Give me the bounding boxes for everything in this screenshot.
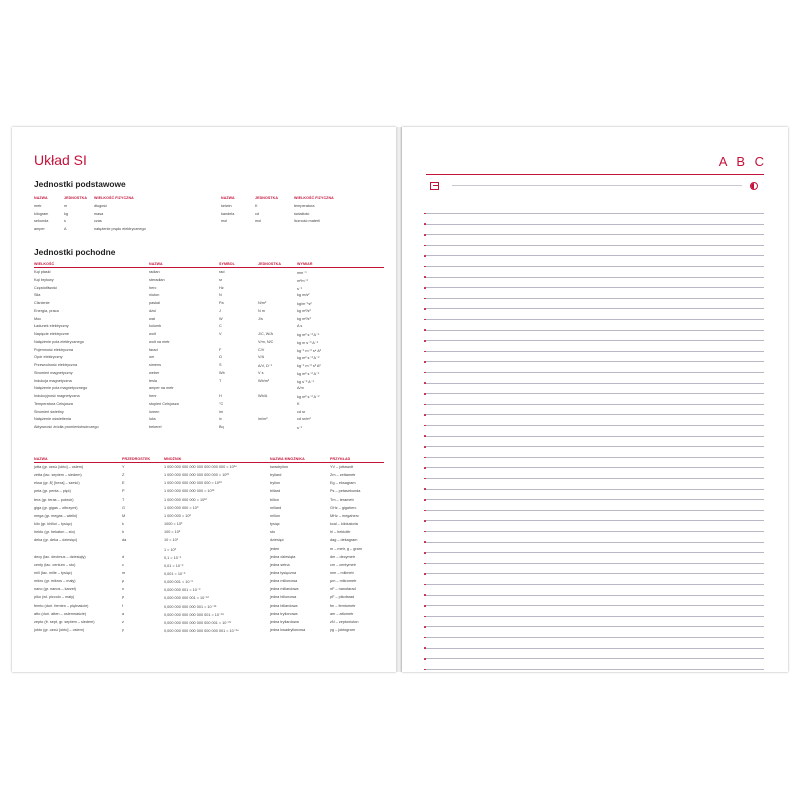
derived-unit-cell: mm⁻¹ <box>297 271 307 275</box>
prefix-cell: 1 000 000 000 000 = 10¹² <box>164 497 207 502</box>
derived-unit-cell: m²m⁻² <box>297 278 308 283</box>
prefix-cell: μ <box>122 579 125 584</box>
envelope-icon <box>430 182 439 190</box>
prefix-cell: jedna setna <box>270 562 290 567</box>
prefix-cell: k <box>122 522 124 527</box>
ruled-line <box>426 520 764 521</box>
base-unit-cell: amper <box>34 226 45 231</box>
prefix-cell: tryliard <box>270 473 282 478</box>
derived-unit-cell: J/s <box>258 316 263 321</box>
derived-unit-cell: niuton <box>149 293 160 298</box>
ruled-line <box>426 573 764 574</box>
ruled-line <box>426 563 764 564</box>
derived-unit-cell: C <box>219 324 222 329</box>
base-unit-cell: m <box>64 204 68 208</box>
derived-unit-cell: Napięcie elektryczne <box>34 332 70 336</box>
base-unit-cell: światłość <box>294 211 310 216</box>
derived-unit-cell: om <box>149 355 155 360</box>
prefix-cell: n <box>122 587 125 592</box>
column-header: WYMIAR <box>297 262 313 266</box>
base-unit-cell: cd <box>255 211 260 216</box>
derived-unit-cell: cd sr <box>297 409 306 414</box>
ruled-line <box>426 499 764 500</box>
derived-unit-cell: Ω <box>219 355 222 360</box>
derived-unit-cell: Siła <box>34 293 41 298</box>
derived-unit-cell: V s <box>258 370 264 375</box>
ruled-line <box>426 489 764 490</box>
derived-unit-cell: Wb/m² <box>258 378 270 383</box>
prefix-cell: 0,000 000 000 001 = 10⁻¹² <box>164 596 209 601</box>
base-unit-cell: liczność materii <box>294 219 320 224</box>
prefix-cell: sto <box>270 530 276 535</box>
prefix-cell: 0,000 001 = 10⁻⁶ <box>164 580 194 585</box>
right-page <box>402 127 788 672</box>
prefix-cell: nF – nanofarad <box>330 587 356 592</box>
ruled-line <box>426 213 764 214</box>
prefix-cell: 0,000 000 000 000 001 = 10⁻¹⁵ <box>164 604 217 609</box>
prefix-cell: 0,000 000 001 = 10⁻⁹ <box>164 588 201 593</box>
ruled-line <box>426 372 764 373</box>
prefix-cell: tera (gr. teras – potwór) <box>34 497 74 502</box>
prefix-cell: y <box>122 628 124 632</box>
prefix-cell: h <box>122 530 125 535</box>
prefix-cell: Zm – zettametr <box>330 473 356 478</box>
prefix-cell: 1 000 000 000 000 000 000 = 10¹⁸ <box>164 481 222 486</box>
derived-unit-cell: kg m² s⁻³ A⁻¹ <box>297 333 320 337</box>
prefix-cell: jotta (gr. οκτώ [okto] – osiem) <box>34 465 84 469</box>
ruled-line <box>426 351 764 352</box>
derived-unit-cell: Indukcja magnetyczna <box>34 378 72 383</box>
derived-unit-cell: Natężenie pola magnetycznego <box>34 386 88 391</box>
column-header: NAZWA <box>34 196 48 200</box>
derived-unit-cell: V/m, N/C <box>258 339 274 344</box>
derived-unit-cell: dżul <box>149 308 156 313</box>
prefix-cell: deka (gr. deka – dziesięć) <box>34 538 78 543</box>
prefix-cell: jedna kwadrylionowa <box>270 628 306 632</box>
prefix-cell: giga (gr. gigas – olbrzymi) <box>34 505 78 510</box>
ruled-line <box>426 234 764 235</box>
derived-unit-cell: N <box>219 293 222 298</box>
prefix-cell: jedna biliardowa <box>270 603 298 608</box>
prefix-cell: z <box>122 619 124 624</box>
derived-unit-cell: kg m s⁻³ A⁻¹ <box>297 340 319 345</box>
prefix-cell: jedna bilionowa <box>270 595 297 600</box>
ruled-line <box>426 266 764 267</box>
derived-unit-cell: Przewodność elektryczna <box>34 363 78 367</box>
derived-unit-cell: lm <box>219 409 224 414</box>
header-rule <box>34 267 384 268</box>
base-units-heading: Jednostki podstawowe <box>34 179 126 189</box>
prefix-cell: hekto (gr. hekaton – sto) <box>34 530 75 535</box>
ruled-line <box>426 531 764 532</box>
left-page <box>12 127 396 672</box>
prefix-cell: piko (wł. piccolo – mały) <box>34 595 75 600</box>
derived-unit-cell: kg s⁻² A⁻¹ <box>297 379 314 384</box>
prefix-cell: tysiąc <box>270 522 280 527</box>
prefix-cell: a <box>122 611 125 616</box>
derived-unit-cell: S <box>219 363 222 367</box>
derived-unit-cell: lm/m² <box>258 417 268 422</box>
ruled-line <box>426 224 764 225</box>
derived-unit-cell: Strumień magnetyczny <box>34 370 73 375</box>
base-unit-cell: sekunda <box>34 219 49 224</box>
first-ruling <box>452 185 742 186</box>
derived-unit-cell: Kąt płaski <box>34 270 51 274</box>
prefix-cell: 1 = 10⁰ <box>164 547 177 552</box>
derived-unit-cell: cd sr/m² <box>297 417 311 422</box>
derived-unit-cell: Moc <box>34 316 42 321</box>
derived-unit-cell: wolt <box>149 332 156 336</box>
prefix-cell: jokto (gr. οκτώ [okto] – osiem) <box>34 628 84 632</box>
column-header: JEDNOSTKA <box>255 196 279 200</box>
derived-unit-cell: Ładunek elektryczny <box>34 324 69 329</box>
prefix-cell: dm – decymetr <box>330 554 356 559</box>
derived-unit-cell: amper na metr <box>149 386 174 391</box>
base-unit-cell: kilogram <box>34 211 49 216</box>
prefix-cell: μm – mikrometr <box>330 579 357 584</box>
prefix-cell: zN – zeptoniuton <box>330 619 359 624</box>
prefix-cell: m – metr, g – gram <box>330 546 362 551</box>
column-header: SYMBOL <box>219 262 235 266</box>
column-header: WIELKOŚĆ <box>34 262 55 266</box>
prefix-cell: E <box>122 481 125 486</box>
derived-unit-cell: K <box>297 401 300 406</box>
ruled-line <box>426 510 764 511</box>
ruled-line <box>426 436 764 437</box>
prefix-cell: kcal – kilokaloria <box>330 522 358 527</box>
prefix-cell: jedna tysięczna <box>270 570 297 575</box>
ruled-line <box>426 669 764 670</box>
derived-unit-cell: Strumień świetlny <box>34 409 64 414</box>
prefix-cell: atto (duń. atten – osiemnaście) <box>34 611 87 616</box>
derived-unit-cell: kg/m⁻¹s² <box>297 302 312 306</box>
derived-unit-cell: °C <box>219 401 224 406</box>
column-header: JEDNOSTKA <box>64 196 88 200</box>
ruled-line <box>426 361 764 362</box>
derived-unit-cell: Ciśnienie <box>34 301 50 305</box>
prefix-cell: dag – dekagram <box>330 538 358 543</box>
derived-unit-cell: paskal <box>149 301 160 305</box>
ruled-line <box>426 446 764 447</box>
derived-unit-cell: herc <box>149 285 157 290</box>
derived-unit-cell: Natężenie oświetlenia <box>34 417 71 422</box>
prefix-cell: kilo (gr. khilioi – tysiąc) <box>34 522 72 527</box>
ruled-line <box>426 340 764 341</box>
prefix-cell: centy (łac. centum – sto) <box>34 562 76 567</box>
header-rule <box>34 462 384 463</box>
ruled-line <box>426 425 764 426</box>
derived-unit-cell: kg⁻¹ m⁻² s⁴ A² <box>297 348 321 353</box>
base-unit-cell: masa <box>94 211 104 216</box>
prefix-cell: 0,001 = 10⁻³ <box>164 571 186 576</box>
base-unit-cell: mol <box>221 219 228 224</box>
derived-unit-cell: N/m² <box>258 301 267 305</box>
derived-unit-cell: luks <box>149 417 156 422</box>
derived-unit-cell: kg⁻¹ m⁻² s³ A² <box>297 364 321 368</box>
ruled-line <box>426 404 764 405</box>
base-unit-cell: temperatura <box>294 204 315 208</box>
derived-unit-cell: henr <box>149 394 157 398</box>
derived-unit-cell: kg m² s⁻³ A⁻² <box>297 356 320 361</box>
column-header: NAZWA <box>221 196 235 200</box>
derived-unit-cell: kulomb <box>149 324 162 329</box>
derived-unit-cell: Bq <box>219 425 224 429</box>
column-header: PRZYKŁAD <box>330 457 351 461</box>
prefix-cell: G <box>122 505 125 510</box>
column-header: PRZEDROSTEK <box>122 457 151 461</box>
ruled-line <box>426 584 764 585</box>
derived-unit-cell: wat <box>149 316 155 321</box>
derived-unit-cell: Natężenie pola elektrycznego <box>34 339 84 344</box>
derived-unit-cell: Wb <box>219 370 225 375</box>
base-unit-cell: czas <box>94 219 102 224</box>
derived-unit-cell: Pojemność elektryczna <box>34 347 74 352</box>
ruled-line <box>426 330 764 331</box>
prefix-cell: femto (duń. femten – piętnaście) <box>34 603 89 608</box>
derived-unit-cell: Hz <box>219 285 224 290</box>
derived-unit-cell: simens <box>149 363 162 367</box>
column-header: NAZWA <box>34 457 48 461</box>
prefix-cell: 0,1 = 10⁻¹ <box>164 555 182 560</box>
ruled-line <box>426 287 764 288</box>
derived-unit-cell: J/C, W/A <box>258 332 273 336</box>
prefix-cell: mikro (gr. mikros – mały) <box>34 579 76 584</box>
prefix-cell: p <box>122 595 125 600</box>
base-unit-cell: kg <box>64 211 69 216</box>
base-unit-cell: metr <box>34 204 42 208</box>
prefix-cell: m <box>122 570 126 575</box>
prefix-cell: miliard <box>270 505 282 510</box>
ruled-line <box>426 383 764 384</box>
derived-unit-cell: Kąt bryłowy <box>34 277 54 282</box>
derived-unit-cell: lx <box>219 417 222 422</box>
derived-unit-cell: stopień Celsjusza <box>149 401 179 406</box>
prefix-cell: Tm – terametr <box>330 497 354 502</box>
prefix-cell: milion <box>270 513 280 518</box>
prefix-cell: Ps – petasekunda <box>330 489 361 494</box>
derived-unit-cell: lumen <box>149 409 160 414</box>
prefix-cell: mega (gr. megas – wielki) <box>34 513 78 518</box>
ruled-line <box>426 319 764 320</box>
prefix-cell: jedna miliardowa <box>270 587 299 592</box>
prefix-cell: mm – milimetr <box>330 570 354 575</box>
derived-unit-cell: bekerel <box>149 425 162 429</box>
prefix-cell: kwadrylion <box>270 465 288 469</box>
base-unit-cell: mol <box>255 219 262 224</box>
ruled-line <box>426 308 764 309</box>
derived-unit-cell: kg m²/s³ <box>297 316 311 321</box>
prefix-cell: jedna dziesiąta <box>270 554 296 559</box>
ruled-line <box>426 542 764 543</box>
derived-unit-cell: T <box>219 378 222 383</box>
column-header: JEDNOSTKA <box>258 262 282 266</box>
prefix-cell: 100 = 10² <box>164 530 181 535</box>
page-title: Układ SI <box>34 152 87 168</box>
ruled-line <box>426 605 764 606</box>
prefix-cell: jeden <box>270 546 280 551</box>
derived-unit-cell: radian <box>149 270 160 274</box>
ruled-line <box>426 414 764 415</box>
prefix-cell: jedna milionowa <box>270 579 298 584</box>
prefix-cell: MHz – megaherc <box>330 513 359 518</box>
prefix-cell: biliard <box>270 489 281 494</box>
ruled-line <box>426 277 764 278</box>
prefix-cell: d <box>122 554 125 559</box>
derived-unit-cell: tesla <box>149 378 158 383</box>
prefix-cell: Eg – eksagram <box>330 481 356 486</box>
ruled-line <box>426 616 764 617</box>
base-unit-cell: s <box>64 219 66 224</box>
derived-unit-cell: Wb/A <box>258 394 268 398</box>
ruled-line <box>426 648 764 649</box>
derived-unit-cell: kg m² s⁻² A⁻² <box>297 395 320 399</box>
prefix-cell: peta (gr. penta – pięć) <box>34 489 71 494</box>
prefix-cell: pF – pikofarad <box>330 595 355 600</box>
prefix-cell: 1 000 000 000 000 000 000 000 = 10²¹ <box>164 473 229 478</box>
column-header: MNOŻNIK <box>164 457 182 461</box>
ruled-line <box>426 658 764 659</box>
derived-unit-cell: wolt na metr <box>149 339 170 344</box>
prefix-cell: jedna trylionowa <box>270 611 298 616</box>
prefix-cell: 1 000 000 000 000 000 000 000 000 = 10²⁴ <box>164 465 237 469</box>
prefix-cell: M <box>122 513 126 518</box>
derived-unit-cell: Aktywność źródła promieniotwórczego <box>34 425 99 429</box>
derived-unit-cell: A s <box>297 324 303 329</box>
prefix-cell: c <box>122 562 124 567</box>
prefix-cell: 1 000 000 000 = 10⁹ <box>164 505 199 510</box>
prefix-cell: f <box>122 603 124 608</box>
prefix-cell: 1000 = 10³ <box>164 522 183 527</box>
derived-unit-cell: H <box>219 394 222 398</box>
derived-unit-cell: kg m/s² <box>297 293 310 298</box>
column-header: WIELKOŚĆ FIZYCZNA <box>294 196 334 200</box>
prefix-cell: mili (łac. mille – tysiąc) <box>34 570 72 575</box>
derived-unit-cell: A/m <box>297 386 304 391</box>
prefix-cell: decy (łac. decimus – dziesiąty) <box>34 554 86 559</box>
derived-unit-cell: J <box>219 308 221 313</box>
prefix-cell: Z <box>122 473 125 478</box>
base-unit-cell: K <box>255 204 258 208</box>
prefix-cell: trylion <box>270 481 281 486</box>
base-unit-cell: natężenie prądu elektrycznego <box>94 226 146 231</box>
ruled-line <box>426 595 764 596</box>
derived-unit-cell: W <box>219 316 223 321</box>
derived-unit-cell: N m <box>258 308 265 313</box>
derived-unit-cell: kg m² s⁻² A⁻¹ <box>297 371 320 376</box>
derived-unit-cell: F <box>219 347 222 352</box>
prefix-cell: 1 000 000 000 000 000 = 10¹⁵ <box>164 489 215 494</box>
derived-unit-cell: V <box>219 332 222 336</box>
prefix-cell: 0,01 = 10⁻² <box>164 563 184 568</box>
ruled-line <box>426 552 764 553</box>
derived-units-heading: Jednostki pochodne <box>34 247 116 257</box>
ruled-line <box>426 626 764 627</box>
base-unit-cell: długość <box>94 204 108 208</box>
prefix-cell: da <box>122 538 127 543</box>
derived-unit-cell: Temperatura Celsjusza <box>34 401 73 406</box>
prefix-cell: YV – jottawolt <box>330 465 354 469</box>
prefix-cell: 0,000 000 000 000 000 001 = 10⁻¹⁸ <box>164 612 224 617</box>
ruled-line <box>426 637 764 638</box>
prefix-cell: dziesięć <box>270 538 284 543</box>
column-header: WIELKOŚĆ FIZYCZNA <box>94 196 134 200</box>
header-rule <box>426 174 764 175</box>
prefix-cell: 10 = 10¹ <box>164 538 179 543</box>
base-unit-cell: A <box>64 226 67 231</box>
ruled-line <box>426 457 764 458</box>
column-header: NAZWA <box>149 262 163 266</box>
prefix-cell: jedna tryliardowa <box>270 619 299 624</box>
derived-unit-cell: farad <box>149 347 158 352</box>
prefix-cell: GHz – gigaherc <box>330 505 357 510</box>
prefix-cell: nano (gr. nanos – karzeł) <box>34 587 77 592</box>
ruled-line <box>426 245 764 246</box>
derived-unit-cell: Opór elektryczny <box>34 355 63 360</box>
derived-unit-cell: A/V, Ω⁻¹ <box>258 364 272 368</box>
index-letters: A B C <box>718 154 767 169</box>
derived-unit-cell: weber <box>149 370 160 375</box>
moon-phase-icon <box>750 182 758 190</box>
prefix-cell: 1 000 000 = 10⁶ <box>164 513 192 518</box>
derived-unit-cell: kg m²/s² <box>297 308 311 313</box>
ruled-line <box>426 255 764 256</box>
prefix-cell: 0,000 000 000 000 000 000 001 = 10⁻²¹ <box>164 620 231 625</box>
prefix-cell: zepto (fr. sept, gr. septem – siedem) <box>34 619 95 624</box>
derived-unit-cell: V/A <box>258 355 265 360</box>
derived-unit-cell: s⁻¹ <box>297 426 303 430</box>
prefix-cell: 0,000 000 000 000 000 000 000 001 = 10⁻²⁴ <box>164 629 239 633</box>
column-header: NAZWA MNOŻNIKA <box>270 457 305 461</box>
prefix-cell: fm – femtometr <box>330 603 356 608</box>
prefix-cell: T <box>122 497 125 502</box>
prefix-cell: cm – centymetr <box>330 562 356 567</box>
derived-unit-cell: Indukcyjność magnetyczna <box>34 394 80 398</box>
prefix-cell: Y <box>122 465 125 469</box>
ruled-line <box>426 393 764 394</box>
prefix-cell: P <box>122 489 125 494</box>
prefix-cell: eksa (gr. ἕξ [hexa] – sześć) <box>34 481 80 486</box>
ruled-line <box>426 298 764 299</box>
derived-unit-cell: Energia, praca <box>34 308 59 313</box>
ruled-line <box>426 478 764 479</box>
derived-unit-cell: s⁻¹ <box>297 286 303 291</box>
derived-unit-cell: rad <box>219 270 225 274</box>
prefix-cell: yg – joktogram <box>330 628 355 632</box>
prefix-cell: am – attometr <box>330 611 354 616</box>
ruled-line <box>426 467 764 468</box>
prefix-cell: bilion <box>270 497 279 502</box>
derived-unit-cell: C/V <box>258 347 265 352</box>
prefix-cell: zetta (łac. septem – siedem) <box>34 473 82 478</box>
derived-unit-cell: steradian <box>149 277 165 282</box>
prefix-cell: hl – hektolitr <box>330 530 351 535</box>
derived-unit-cell: Częstotliwość <box>34 285 58 290</box>
derived-unit-cell: Pa <box>219 301 224 305</box>
base-unit-cell: kandela <box>221 211 235 216</box>
base-unit-cell: kelwin <box>221 204 232 208</box>
derived-unit-cell: sr <box>219 277 223 282</box>
